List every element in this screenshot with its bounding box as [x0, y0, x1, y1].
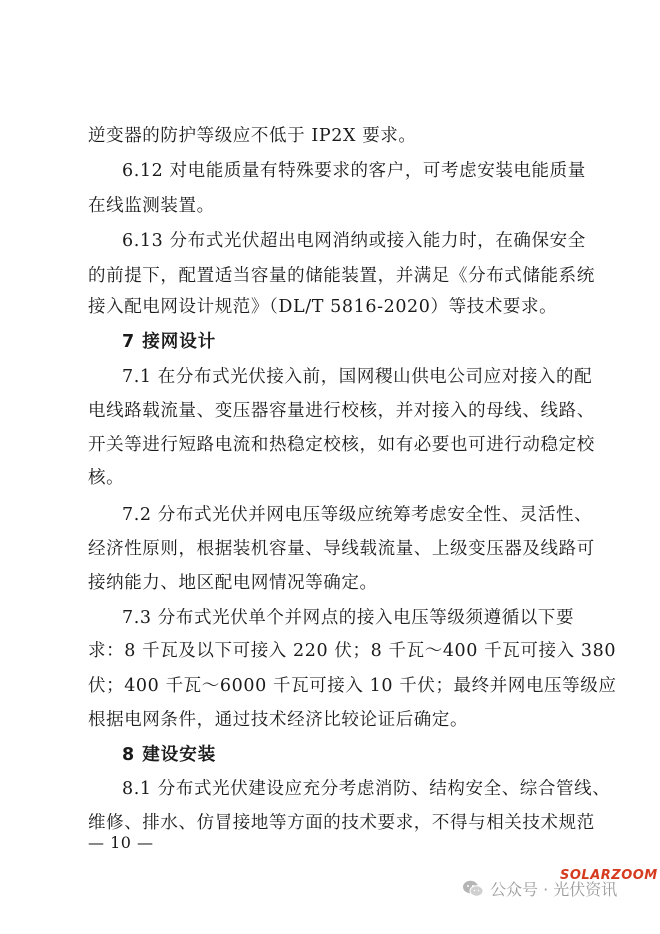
text-line: 接入配电网设计规范》（DL/T 5816-2020）等技术要求。 [88, 297, 558, 317]
text-line: 经济性原则，根据装机容量、导线载流量、上级变压器及线路可 [88, 539, 595, 559]
text-line: 根据电网条件，通过技术经济比较论证后确定。 [88, 710, 469, 730]
text-line: 6.13 分布式光伏超出电网消纳或接入能力时，在确保安全 [122, 231, 586, 251]
text-line: 电线路载流量、变压器容量进行校核，并对接入的母线、线路、 [88, 401, 595, 421]
watermark-text: 公众号 · 光伏资讯 [490, 880, 618, 899]
text-line: 6.12 对电能质量有特殊要求的客户，可考虑安装电能质量 [122, 161, 586, 181]
text-line: 8.1 分布式光伏建设应充分考虑消防、结构安全、综合管线、 [122, 779, 611, 799]
text-line: 7.1 在分布式光伏接入前，国网稷山供电公司应对接入的配 [122, 367, 593, 387]
text-line: 在线监测装置。 [88, 196, 215, 216]
page-number: — 10 — [88, 833, 154, 852]
section-heading: 7 接网设计 [122, 332, 217, 352]
text-line: 开关等进行短路电流和热稳定校核，如有必要也可进行动稳定校 [88, 435, 595, 455]
text-line: 接纳能力、地区配电网情况等确定。 [88, 573, 378, 593]
text-line: 维修、排水、仿冒接地等方面的技术要求，不得与相关技术规范 [88, 813, 595, 833]
text-line: 逆变器的防护等级应不低于 IP2X 要求。 [88, 126, 417, 146]
wechat-icon [462, 879, 484, 899]
text-line: 7.2 分布式光伏并网电压等级应统筹考虑安全性、灵活性、 [122, 505, 593, 525]
text-line: 核。 [88, 468, 125, 488]
text-line: 伏；400 千瓦～6000 千瓦可接入 10 千伏；最终并网电压等级应 [88, 676, 617, 696]
watermark [462, 868, 658, 910]
text-line: 7.3 分布式光伏单个并网点的接入电压等级须遵循以下要 [122, 608, 575, 628]
watermark-brand-logo: SOLARZOOM [560, 868, 658, 883]
section-heading: 8 建设安装 [122, 745, 217, 765]
text-line: 求：8 千瓦及以下可接入 220 伏；8 千瓦～400 千瓦可接入 380 [88, 641, 617, 661]
text-line: 的前提下，配置适当容量的储能装置，并满足《分布式储能系统 [88, 266, 595, 286]
